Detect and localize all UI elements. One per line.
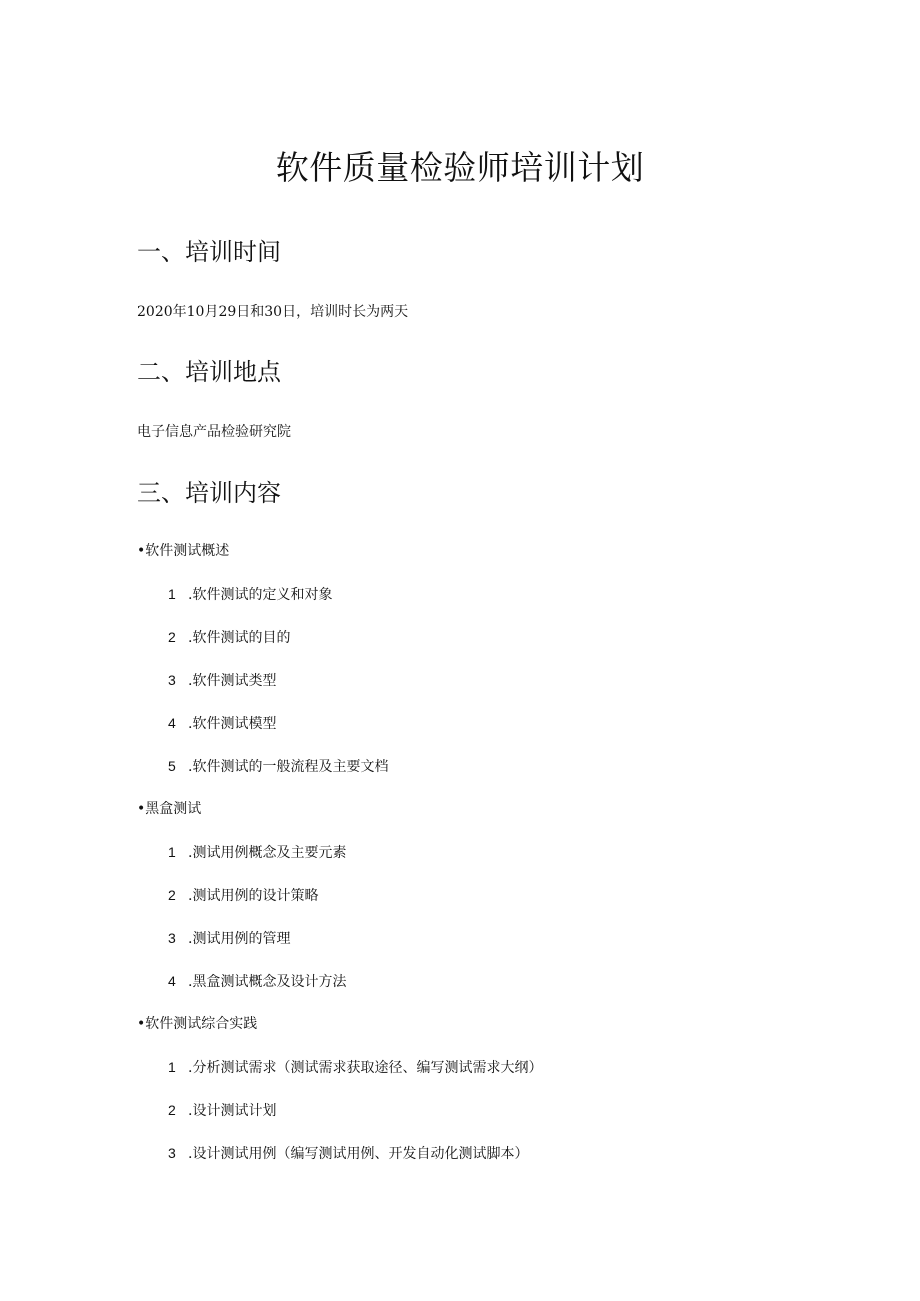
group-bullet: •黑盒测试: [137, 801, 202, 817]
item-number: 5: [168, 758, 176, 774]
document-title: 软件质量检验师培训计划: [275, 148, 645, 187]
item-number: 2: [168, 1102, 176, 1118]
section-heading-time: 一、培训时间: [137, 238, 281, 266]
list-item: [137, 928, 837, 971]
section-heading-content: 三、培训内容: [137, 479, 281, 507]
item-number: 3: [168, 672, 176, 688]
item-number: 1: [168, 586, 176, 602]
group-bullet: •软件测试概述: [137, 543, 230, 559]
item-number: 4: [168, 973, 176, 989]
item-text: .黑盒测试概念及设计方法: [188, 974, 347, 990]
item-text: .软件测试类型: [188, 673, 277, 689]
list-item: [137, 1057, 837, 1100]
item-number: 2: [168, 887, 176, 903]
item-text: .软件测试的目的: [188, 630, 291, 646]
section-heading-location: 二、培训地点: [137, 358, 281, 386]
list-item: [137, 627, 837, 670]
content-group-blackbox: [137, 799, 837, 1014]
list-item: [137, 756, 837, 799]
list-item: [137, 1143, 837, 1186]
item-text: .设计测试用例（编写测试用例、开发自动化测试脚本）: [188, 1146, 529, 1162]
section-text-location: 电子信息产品检验研究院: [137, 424, 291, 440]
item-text: .测试用例的设计策略: [188, 888, 319, 904]
group-bullet: •软件测试综合实践: [137, 1016, 258, 1032]
list-item: [137, 1100, 837, 1143]
item-number: 4: [168, 715, 176, 731]
list-item: [137, 885, 837, 928]
content-list: [137, 541, 837, 1186]
item-text: .测试用例的管理: [188, 931, 291, 947]
item-number: 3: [168, 930, 176, 946]
list-item: [137, 971, 837, 1014]
list-item: [137, 670, 837, 713]
item-text: .设计测试计划: [188, 1103, 277, 1119]
item-number: 2: [168, 629, 176, 645]
item-text: .软件测试的定义和对象: [188, 587, 333, 603]
item-number: 1: [168, 1059, 176, 1075]
list-item: [137, 713, 837, 756]
item-number: 3: [168, 1145, 176, 1161]
item-text: .软件测试模型: [188, 716, 277, 732]
section-text-time: 2020年10月29日和30日，培训时长为两天: [137, 304, 409, 320]
list-item: [137, 584, 837, 627]
item-text: .测试用例概念及主要元素: [188, 845, 347, 861]
item-number: 1: [168, 844, 176, 860]
item-text: .软件测试的一般流程及主要文档: [188, 759, 389, 775]
item-text: .分析测试需求（测试需求获取途径、编写测试需求大纲）: [188, 1060, 543, 1076]
content-group-overview: [137, 541, 837, 799]
content-group-practice: [137, 1014, 837, 1186]
list-item: [137, 842, 837, 885]
